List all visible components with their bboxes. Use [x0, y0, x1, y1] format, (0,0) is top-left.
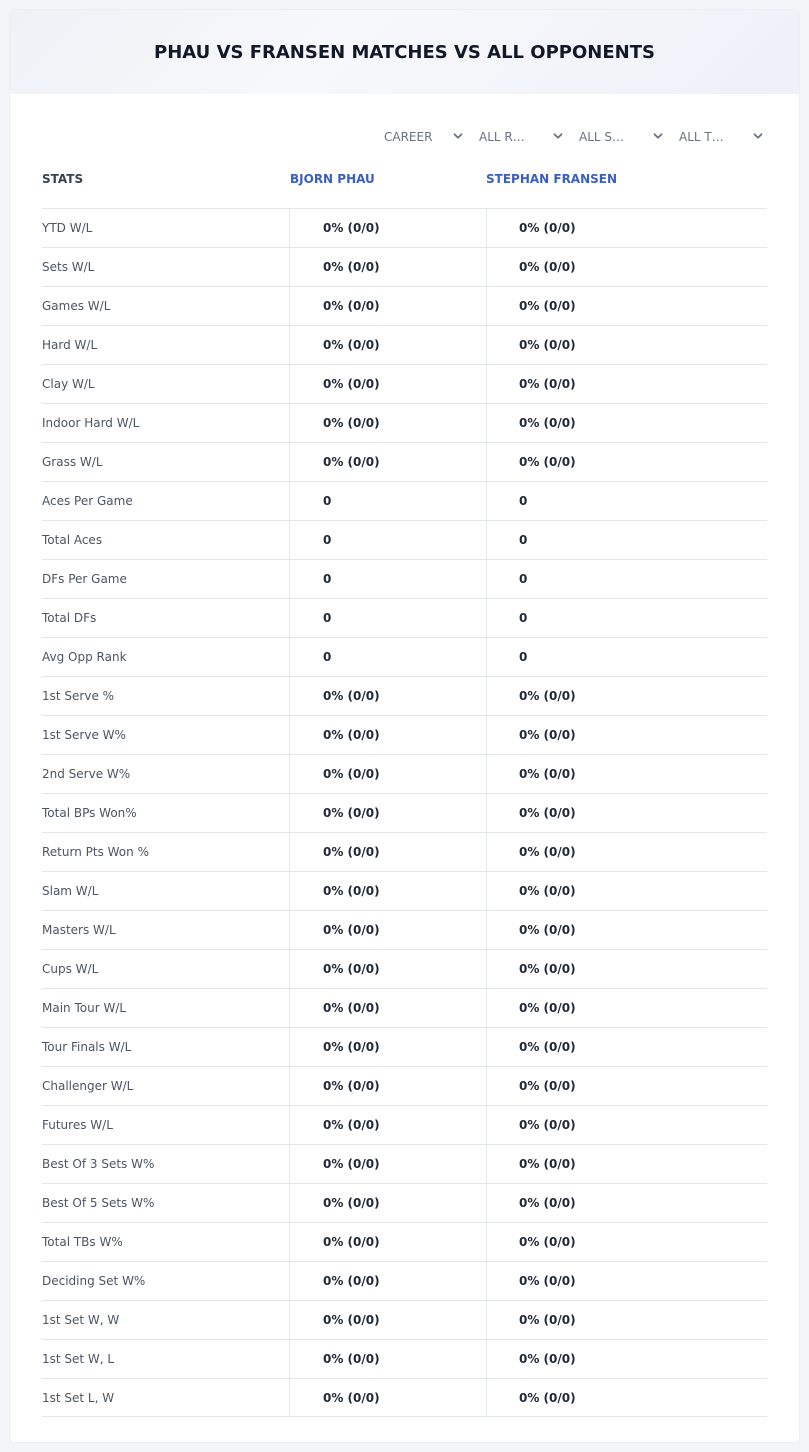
table-row — [42, 988, 767, 1027]
player2-value: 0% (0/0) — [519, 377, 576, 391]
player1-value: 0% (0/0) — [323, 806, 380, 820]
player1-value: 0% (0/0) — [323, 1040, 380, 1054]
table-row — [42, 1339, 767, 1378]
table-row — [42, 559, 767, 598]
player2-value: 0% (0/0) — [519, 338, 576, 352]
table-row — [42, 364, 767, 403]
player1-value: 0% (0/0) — [323, 1196, 380, 1210]
table-row — [42, 1378, 767, 1417]
table-row — [42, 442, 767, 481]
player1-value: 0% (0/0) — [323, 962, 380, 976]
player2-value: 0% (0/0) — [519, 221, 576, 235]
card-header — [10, 10, 799, 94]
player1-value: 0% (0/0) — [323, 1118, 380, 1132]
stat-label: Challenger W/L — [42, 1079, 134, 1093]
player2-value: 0% (0/0) — [519, 1079, 576, 1093]
stat-label: Best Of 3 Sets W% — [42, 1157, 155, 1171]
player2-value: 0% (0/0) — [519, 1235, 576, 1249]
player2-value: 0% (0/0) — [519, 299, 576, 313]
table-row — [42, 910, 767, 949]
player2-value: 0% (0/0) — [519, 845, 576, 859]
player1-value: 0 — [323, 611, 332, 625]
player1-value: 0% (0/0) — [323, 767, 380, 781]
filter-period-select[interactable] — [384, 126, 464, 148]
table-row — [42, 1144, 767, 1183]
stat-label: Main Tour W/L — [42, 1001, 127, 1015]
player2-value: 0% (0/0) — [519, 806, 576, 820]
player2-value: 0% (0/0) — [519, 728, 576, 742]
player2-value: 0 — [519, 611, 528, 625]
player2-value: 0% (0/0) — [519, 1118, 576, 1132]
table-row — [42, 676, 767, 715]
stats-table — [42, 208, 767, 1417]
player1-value: 0% (0/0) — [323, 1001, 380, 1015]
player2-value: 0% (0/0) — [519, 1313, 576, 1327]
player1-value: 0% (0/0) — [323, 728, 380, 742]
table-row — [42, 520, 767, 559]
stat-label: Deciding Set W% — [42, 1274, 146, 1288]
column-header-player1-link[interactable]: BJORN PHAU — [290, 172, 375, 186]
player1-value: 0% (0/0) — [323, 1157, 380, 1171]
player1-value: 0% (0/0) — [323, 1352, 380, 1366]
player1-value: 0% (0/0) — [323, 299, 380, 313]
player1-value: 0% (0/0) — [323, 1274, 380, 1288]
stat-label: DFs Per Game — [42, 572, 127, 586]
table-row — [42, 325, 767, 364]
table-row — [42, 403, 767, 442]
stat-label: Total BPs Won% — [42, 806, 137, 820]
table-row — [42, 637, 767, 676]
stat-label: Tour Finals W/L — [42, 1040, 132, 1054]
filter-round-select[interactable] — [479, 126, 564, 148]
player1-value: 0% (0/0) — [323, 884, 380, 898]
chevron-down-icon — [552, 130, 564, 142]
table-row — [42, 598, 767, 637]
chevron-down-icon — [752, 130, 764, 142]
player1-value: 0 — [323, 533, 332, 547]
player1-value: 0% (0/0) — [323, 845, 380, 859]
player1-value: 0% (0/0) — [323, 416, 380, 430]
table-row — [42, 871, 767, 910]
stat-label: Clay W/L — [42, 377, 95, 391]
player2-value: 0% (0/0) — [519, 1157, 576, 1171]
stat-label: 2nd Serve W% — [42, 767, 131, 781]
table-row — [42, 1222, 767, 1261]
table-row — [42, 754, 767, 793]
stat-label: Total DFs — [42, 611, 97, 625]
stat-label: 1st Set L, W — [42, 1391, 115, 1405]
stat-label: Total Aces — [42, 533, 103, 547]
player1-value: 0 — [323, 572, 332, 586]
table-row — [42, 832, 767, 871]
player1-value: 0% (0/0) — [323, 1391, 380, 1405]
stat-label: Grass W/L — [42, 455, 103, 469]
stat-label: Cups W/L — [42, 962, 99, 976]
stat-label: Indoor Hard W/L — [42, 416, 140, 430]
player2-value: 0% (0/0) — [519, 1391, 576, 1405]
stat-label: 1st Set W, L — [42, 1352, 115, 1366]
player2-value: 0 — [519, 572, 528, 586]
filter-round-label: ALL R… — [479, 130, 525, 144]
page-title: PHAU VS FRANSEN MATCHES VS ALL OPPONENTS — [154, 41, 655, 63]
filter-surface-label: ALL S… — [579, 130, 625, 144]
table-row — [42, 1183, 767, 1222]
player1-value: 0% (0/0) — [323, 377, 380, 391]
table-row — [42, 481, 767, 520]
table-row — [42, 1300, 767, 1339]
table-row — [42, 1027, 767, 1066]
stat-label: Sets W/L — [42, 260, 95, 274]
player1-value: 0% (0/0) — [323, 1313, 380, 1327]
stat-label: 1st Set W, W — [42, 1313, 120, 1327]
player2-value: 0% (0/0) — [519, 455, 576, 469]
player1-value: 0% (0/0) — [323, 221, 380, 235]
table-row — [42, 1105, 767, 1144]
player2-value: 0% (0/0) — [519, 767, 576, 781]
stat-label: YTD W/L — [42, 221, 93, 235]
player2-value: 0% (0/0) — [519, 1274, 576, 1288]
player2-value: 0% (0/0) — [519, 1040, 576, 1054]
filter-bar — [10, 126, 799, 148]
player2-value: 0% (0/0) — [519, 689, 576, 703]
player2-value: 0% (0/0) — [519, 260, 576, 274]
filter-tournament-select[interactable] — [679, 126, 764, 148]
player2-value: 0% (0/0) — [519, 1196, 576, 1210]
player1-value: 0% (0/0) — [323, 1079, 380, 1093]
column-header-stats: STATS — [42, 172, 84, 186]
player1-value: 0% (0/0) — [323, 689, 380, 703]
stats-card — [10, 10, 799, 1442]
stat-label: Total TBs W% — [42, 1235, 123, 1249]
player2-value: 0% (0/0) — [519, 962, 576, 976]
stat-label: Slam W/L — [42, 884, 99, 898]
player2-value: 0% (0/0) — [519, 923, 576, 937]
table-row — [42, 793, 767, 832]
table-row — [42, 715, 767, 754]
stat-label: Hard W/L — [42, 338, 98, 352]
filter-period-label: CAREER — [384, 130, 433, 144]
filter-surface-select[interactable] — [579, 126, 664, 148]
stat-label: Best Of 5 Sets W% — [42, 1196, 155, 1210]
player2-value: 0% (0/0) — [519, 416, 576, 430]
table-row — [42, 247, 767, 286]
stat-label: Avg Opp Rank — [42, 650, 127, 664]
player2-value: 0 — [519, 494, 528, 508]
table-row — [42, 1066, 767, 1105]
stat-label: Return Pts Won % — [42, 845, 149, 859]
stat-label: Masters W/L — [42, 923, 116, 937]
player2-value: 0 — [519, 650, 528, 664]
column-header-player2-link[interactable]: STEPHAN FRANSEN — [486, 172, 618, 186]
player1-value: 0% (0/0) — [323, 338, 380, 352]
stat-label: 1st Serve % — [42, 689, 115, 703]
stat-label: 1st Serve W% — [42, 728, 126, 742]
table-row — [42, 1261, 767, 1300]
stat-label: Games W/L — [42, 299, 111, 313]
player1-value: 0% (0/0) — [323, 455, 380, 469]
stat-label: Futures W/L — [42, 1118, 113, 1132]
player2-value: 0% (0/0) — [519, 1001, 576, 1015]
table-row — [42, 286, 767, 325]
stat-label: Aces Per Game — [42, 494, 133, 508]
chevron-down-icon — [652, 130, 664, 142]
player2-value: 0% (0/0) — [519, 1352, 576, 1366]
chevron-down-icon — [452, 130, 464, 142]
player1-value: 0 — [323, 650, 332, 664]
player1-value: 0% (0/0) — [323, 1235, 380, 1249]
player1-value: 0% (0/0) — [323, 260, 380, 274]
table-row — [42, 208, 767, 247]
player1-value: 0 — [323, 494, 332, 508]
player2-value: 0 — [519, 533, 528, 547]
filter-tournament-label: ALL T… — [679, 130, 724, 144]
player1-value: 0% (0/0) — [323, 923, 380, 937]
table-row — [42, 949, 767, 988]
player2-value: 0% (0/0) — [519, 884, 576, 898]
